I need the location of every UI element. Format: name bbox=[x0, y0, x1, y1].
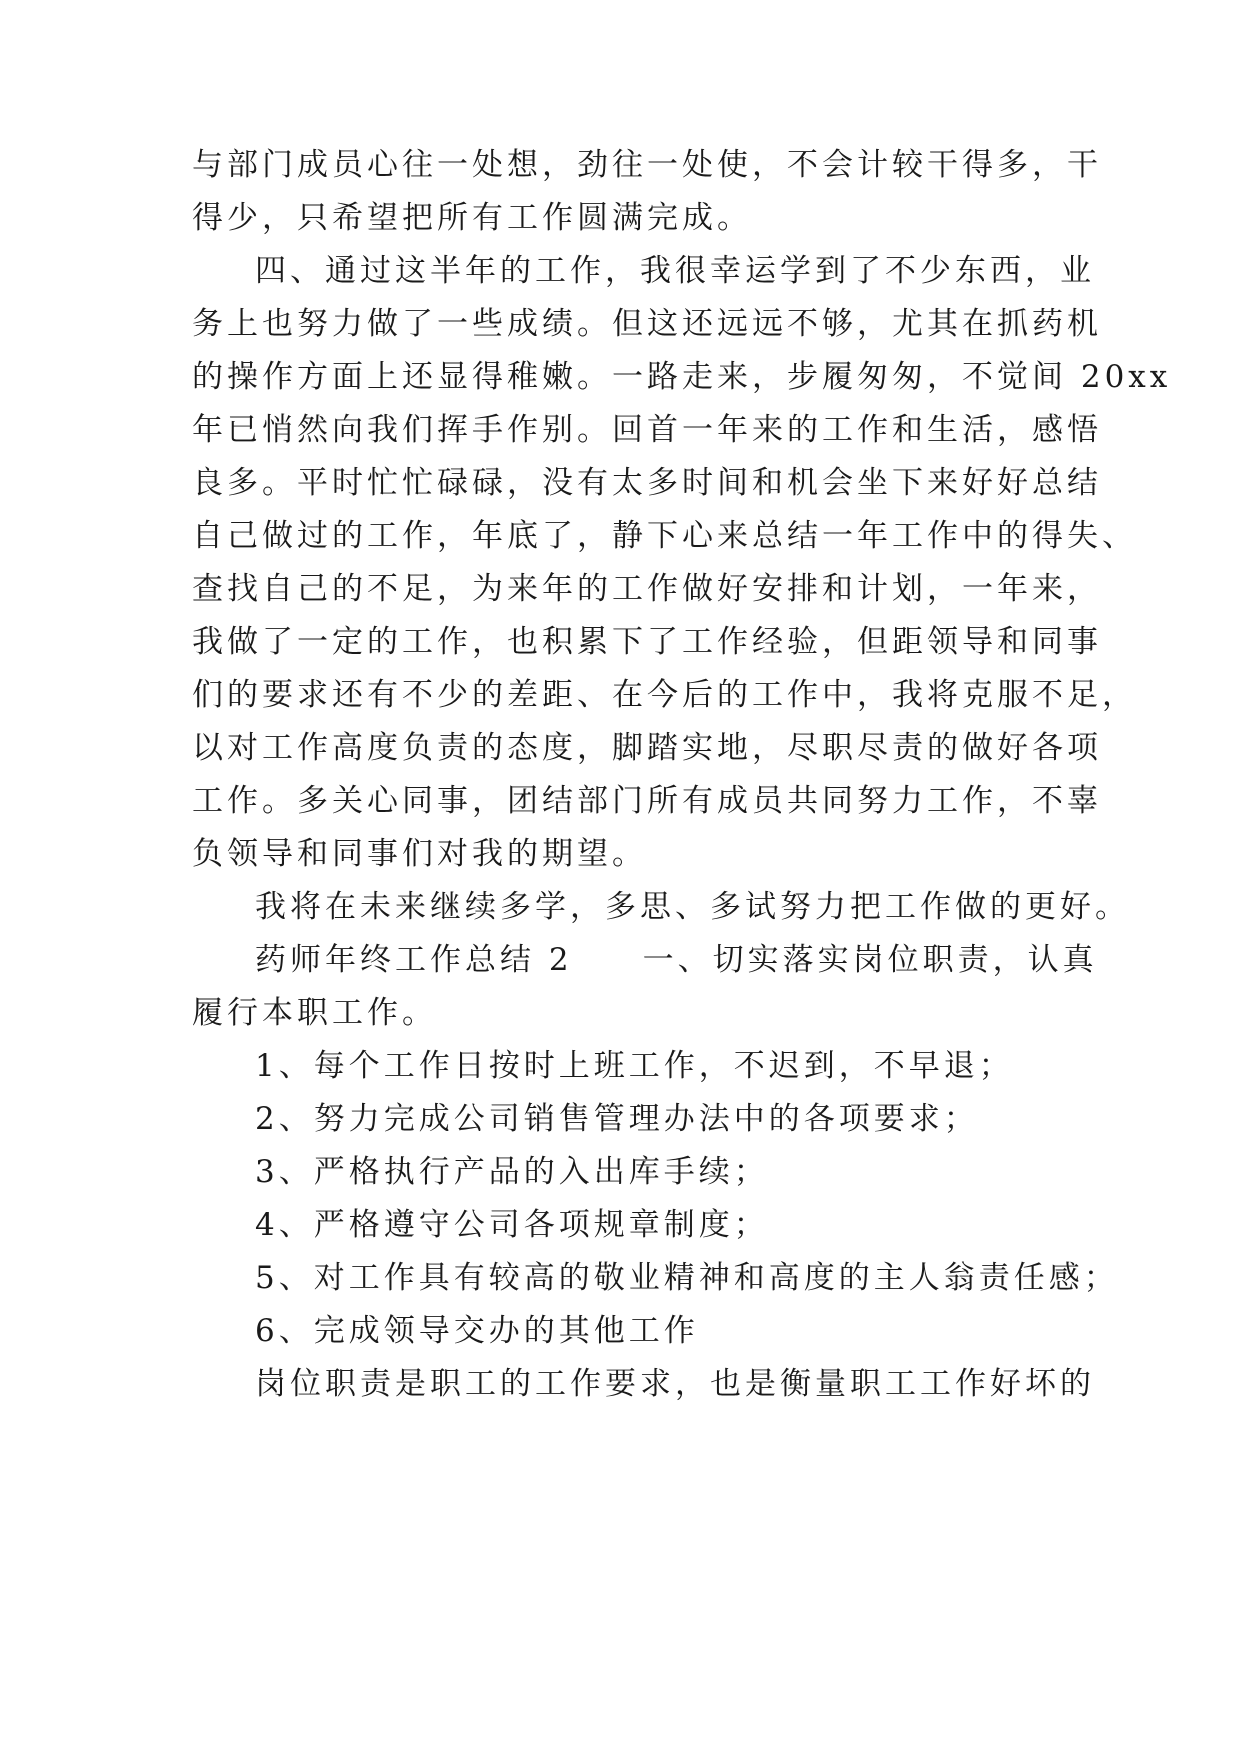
list-item: 4、严格遵守公司各项规章制度； bbox=[255, 1207, 769, 1243]
list-item: 6、完成领导交办的其他工作 bbox=[255, 1313, 699, 1349]
text-line: 岗位职责是职工的工作要求，也是衡量职工工作好坏的 bbox=[255, 1366, 1095, 1402]
list-item: 5、对工作具有较高的敬业精神和高度的主人翁责任感； bbox=[255, 1260, 1119, 1296]
text-line: 与部门成员心往一处想，劲往一处使，不会计较干得多，干 bbox=[192, 147, 1102, 183]
text-line: 我将在未来继续多学，多思、多试努力把工作做的更好。 bbox=[255, 889, 1130, 925]
text-line: 四、通过这半年的工作，我很幸运学到了不少东西，业 bbox=[255, 253, 1095, 289]
text-line: 负领导和同事们对我的期望。 bbox=[192, 836, 647, 872]
text-line: 得少，只希望把所有工作圆满完成。 bbox=[192, 200, 752, 236]
list-item: 2、努力完成公司销售管理办法中的各项要求； bbox=[255, 1101, 979, 1137]
text-line: 履行本职工作。 bbox=[192, 995, 437, 1031]
text-line: 工作。多关心同事，团结部门所有成员共同努力工作，不辜 bbox=[192, 783, 1102, 819]
text-line: 自己做过的工作，年底了，静下心来总结一年工作中的得失、 bbox=[192, 518, 1137, 554]
text-line: 们的要求还有不少的差距、在今后的工作中，我将克服不足， bbox=[192, 677, 1137, 713]
text-line: 务上也努力做了一些成绩。但这还远远不够，尤其在抓药机 bbox=[192, 306, 1102, 342]
text-line: 良多。平时忙忙碌碌，没有太多时间和机会坐下来好好总结 bbox=[192, 465, 1102, 501]
list-item: 3、严格执行产品的入出库手续； bbox=[255, 1154, 769, 1190]
text-line: 我做了一定的工作，也积累下了工作经验，但距领导和同事 bbox=[192, 624, 1102, 660]
text-line: 年已悄然向我们挥手作别。回首一年来的工作和生活，感悟 bbox=[192, 412, 1102, 448]
text-line: 以对工作高度负责的态度，脚踏实地，尽职尽责的做好各项 bbox=[192, 730, 1102, 766]
text-line: 查找自己的不足，为来年的工作做好安排和计划，一年来， bbox=[192, 571, 1102, 607]
text-line: 药师年终工作总结 2 一、切实落实岗位职责，认真 bbox=[255, 942, 1098, 978]
list-item: 1、每个工作日按时上班工作，不迟到，不早退； bbox=[255, 1048, 1014, 1084]
text-line: 的操作方面上还显得稚嫩。一路走来，步履匆匆，不觉间 20xx bbox=[192, 359, 1172, 395]
